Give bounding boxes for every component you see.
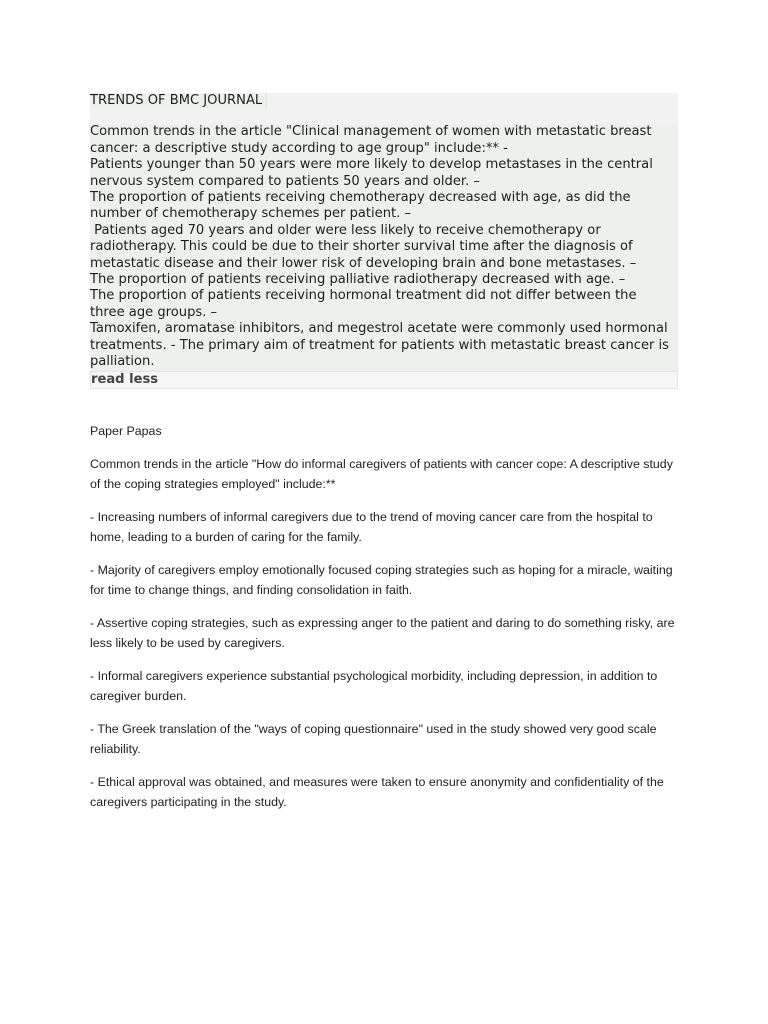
pasted-line: cancer: a descriptive study according to age group" include:** - [90, 141, 678, 157]
pasted-text-block [90, 93, 678, 389]
paragraph: - Majority of caregivers employ emotionally focused coping strategies such as hoping for a miracle, waiting for time to change things, and finding consolidation in faith. [90, 563, 673, 597]
pasted-line: number of chemotherapy schemes per patient. – [90, 206, 678, 222]
pasted-line: The proportion of patients receiving palliative radiotherapy decreased with age. – [90, 272, 678, 288]
paragraph: - Informal caregivers experience substantial psychological morbidity, including depression, in addition to caregiver burden. [90, 669, 658, 703]
pasted-line: palliation. [90, 354, 678, 370]
pasted-block-spacer [90, 109, 678, 124]
pasted-line: nervous system compared to patients 50 years and older. – [90, 174, 678, 190]
read-less-button[interactable]: read less [90, 371, 678, 389]
pasted-line: radiotherapy. This could be due to their shorter survival time after the diagnosis of [90, 239, 678, 255]
paragraph: - Ethical approval was obtained, and measures were taken to ensure anonymity and confidentiality of the caregivers participating in the study. [90, 775, 664, 809]
paragraph: - Increasing numbers of informal caregivers due to the trend of moving cancer care from the hospital to home, leading to a burden of caring for the family. [90, 510, 653, 544]
pasted-block-title: TRENDS OF BMC JOURNAL [90, 93, 267, 109]
pasted-line: Patients younger than 50 years were more likely to develop metastases in the central [90, 157, 678, 173]
pasted-line: Common trends in the article "Clinical management of women with metastatic breast [90, 124, 678, 140]
pasted-line: The proportion of patients receiving hormonal treatment did not differ between the [90, 288, 678, 304]
pasted-line: The proportion of patients receiving chemotherapy decreased with age, as did the [90, 190, 678, 206]
paragraph: Common trends in the article "How do informal caregivers of patients with cancer cope: A descriptive study of the coping strategies employed" include:** [90, 457, 673, 491]
paragraph: - Assertive coping strategies, such as expressing anger to the patient and daring to do something risky, are less likely to be used by caregivers. [90, 616, 675, 650]
pasted-line: Patients aged 70 years and older were less likely to receive chemotherapy or [90, 223, 678, 239]
pasted-line: three age groups. – [90, 305, 678, 321]
pasted-line: metastatic disease and their lower risk of developing brain and bone metastases. – [90, 256, 678, 272]
document-body [90, 421, 680, 825]
section-heading: Paper Papas [90, 424, 162, 438]
pasted-line: treatments. - The primary aim of treatment for patients with metastatic breast cancer is [90, 338, 678, 354]
paragraph: - The Greek translation of the "ways of coping questionnaire" used in the study showed very good scale reliability. [90, 722, 657, 756]
pasted-line: Tamoxifen, aromatase inhibitors, and megestrol acetate were commonly used hormonal [90, 321, 678, 337]
